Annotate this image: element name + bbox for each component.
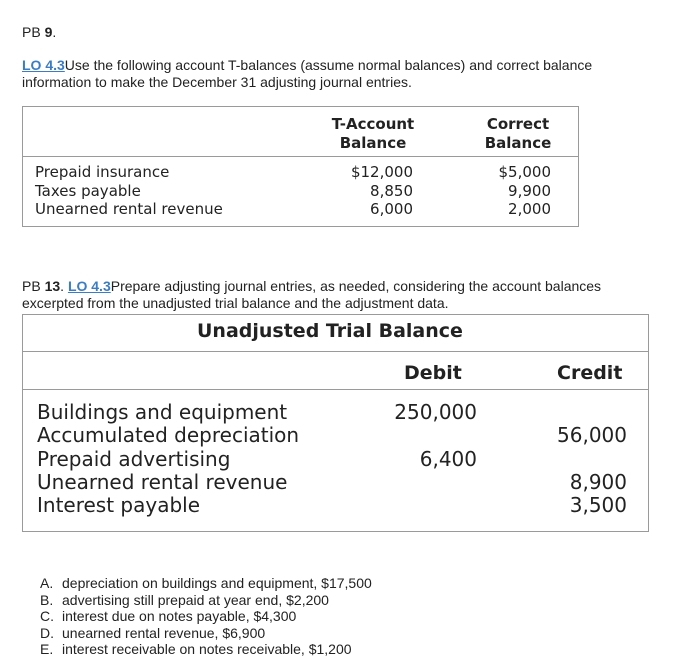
credit-value — [523, 448, 627, 471]
table-row-account: Unearned rental revenue — [35, 200, 223, 218]
list-item-letter: C. — [40, 608, 54, 625]
table-row-account: Accumulated depreciation — [37, 423, 300, 448]
list-item-letter: B. — [40, 591, 54, 608]
credit-value: 8,900 — [569, 469, 627, 494]
list-item-text: depreciation on buildings and equipment, $17,500 — [62, 575, 372, 591]
credit-column — [523, 401, 627, 517]
debit-value: 6,400 — [419, 446, 477, 471]
pb13-intro-line1: Prepare adjusting journal entries, as needed, considering the account balances — [110, 278, 602, 294]
pb13-intro — [22, 278, 601, 311]
table-row-account: Unearned rental revenue — [37, 469, 288, 494]
t-balance-value: $12,000 — [350, 163, 413, 181]
table-row-account: Taxes payable — [35, 181, 141, 200]
correct-header-line1: Correct — [486, 115, 550, 133]
pb9-intro — [22, 57, 592, 90]
pb9-account-column — [35, 163, 223, 219]
correct-balance-value: 9,900 — [508, 181, 551, 200]
pb13-intro-line2: excerpted from the unadjusted trial balance and the adjustment data. — [22, 294, 449, 311]
t-account-header-line1: T-Account — [331, 115, 415, 133]
list-item — [40, 641, 372, 658]
t-balance-column — [323, 163, 413, 219]
correct-balance-value: 2,000 — [508, 200, 551, 218]
list-item — [40, 575, 372, 592]
pb9-intro-line2: information to make the December 31 adjusting journal entries. — [22, 73, 412, 90]
list-item-text: interest receivable on notes receivable, $1,200 — [62, 641, 352, 658]
list-item-text: advertising still prepaid at year end, $2,200 — [62, 591, 329, 608]
correct-balance-header — [473, 115, 563, 153]
pb13-lo-link[interactable]: LO 4.3 — [67, 278, 111, 294]
credit-value: 56,000 — [557, 423, 627, 448]
table-row-account: Buildings and equipment — [37, 400, 288, 424]
list-item — [40, 608, 372, 625]
debit-value: 250,000 — [394, 400, 477, 424]
list-item-text: interest due on notes payable, $4,300 — [62, 608, 297, 625]
debit-value — [373, 424, 477, 447]
pb13-label-prefix: PB — [22, 278, 45, 294]
t-balance-value: 8,850 — [370, 181, 413, 200]
list-item-text: unearned rental revenue, $6,900 — [62, 624, 266, 641]
trial-balance-title: Unadjusted Trial Balance — [197, 320, 463, 342]
pb13-label-suffix: . — [60, 278, 68, 294]
t-account-balance-header — [313, 115, 433, 153]
list-item-letter: A. — [40, 575, 54, 591]
pb9-lo-link[interactable]: LO 4.3 — [22, 57, 65, 73]
pb9-intro-line1: Use the following account T-balances (assume normal balances) and correct balance — [64, 57, 593, 73]
correct-balance-value: $5,000 — [498, 163, 551, 181]
list-item-letter: E. — [40, 641, 54, 658]
header-divider — [23, 389, 648, 390]
pb9-label-number: 9 — [44, 24, 53, 40]
credit-header: Credit — [557, 362, 623, 384]
pb13-label — [22, 278, 68, 294]
list-item — [40, 625, 372, 642]
list-item-letter: D. — [40, 624, 54, 641]
pb9-label-suffix: . — [52, 24, 57, 40]
debit-value — [373, 494, 477, 517]
t-account-header-line2: Balance — [339, 134, 407, 152]
pb9-balance-table — [22, 106, 579, 227]
debit-column — [373, 401, 477, 517]
table-row-account: Prepaid advertising — [37, 446, 231, 471]
trial-balance-account-column — [37, 401, 299, 517]
list-item — [40, 592, 372, 609]
debit-value — [373, 471, 477, 494]
header-divider — [23, 156, 578, 157]
unadjusted-trial-balance-table — [22, 314, 649, 532]
table-row-account: Prepaid insurance — [35, 163, 170, 181]
adjustment-data-list — [40, 575, 372, 658]
table-row-account: Interest payable — [37, 493, 201, 518]
correct-balance-column — [463, 163, 551, 219]
title-divider — [23, 351, 648, 352]
pb9-label — [22, 24, 56, 40]
correct-header-line2: Balance — [484, 134, 552, 152]
credit-value: 3,500 — [569, 493, 627, 518]
debit-header: Debit — [404, 362, 462, 384]
pb13-label-number: 13 — [44, 278, 61, 294]
t-balance-value: 6,000 — [370, 200, 413, 218]
credit-value — [523, 401, 627, 424]
pb9-label-prefix: PB — [22, 24, 45, 40]
